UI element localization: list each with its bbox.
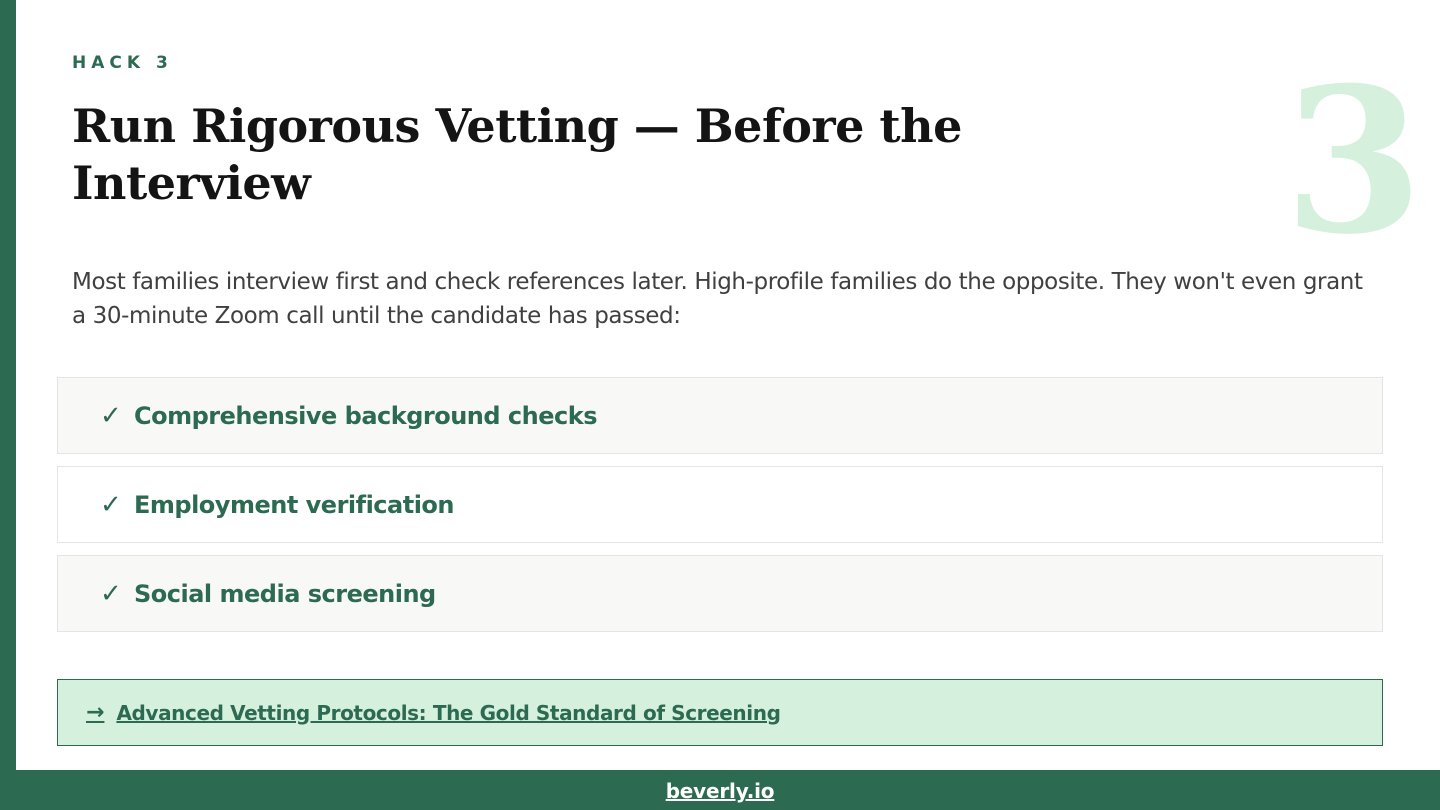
left-accent-bar bbox=[0, 0, 16, 770]
checklist-item-label: Comprehensive background checks bbox=[134, 401, 597, 430]
checklist-item bbox=[57, 555, 1383, 632]
checklist-item-label: Social media screening bbox=[134, 579, 436, 608]
advanced-vetting-link[interactable] bbox=[57, 679, 1383, 746]
hack-eyebrow: HACK 3 bbox=[72, 53, 173, 73]
advanced-vetting-link-label: Advanced Vetting Protocols: The Gold Standard of Screening bbox=[116, 700, 781, 725]
checklist-item-label: Employment verification bbox=[134, 490, 454, 519]
checkmark-icon: ✓ bbox=[100, 489, 122, 520]
intro-paragraph: Most families interview first and check references later. High-profile families do the opposite. They won't even grant a 30-minute Zoom call until the candidate has passed: bbox=[72, 269, 1363, 329]
slide-title: Run Rigorous Vetting — Before the Interview bbox=[72, 99, 962, 210]
vetting-checklist bbox=[57, 377, 1383, 644]
footer-bar bbox=[0, 770, 1440, 810]
footer-site-link[interactable]: beverly.io bbox=[665, 779, 775, 803]
checkmark-icon: ✓ bbox=[100, 400, 122, 431]
checkmark-icon: ✓ bbox=[100, 578, 122, 609]
checklist-item bbox=[57, 466, 1383, 543]
arrow-right-icon: → bbox=[86, 700, 105, 725]
checklist-item bbox=[57, 377, 1383, 454]
hack-number: 3 bbox=[1284, 44, 1424, 279]
